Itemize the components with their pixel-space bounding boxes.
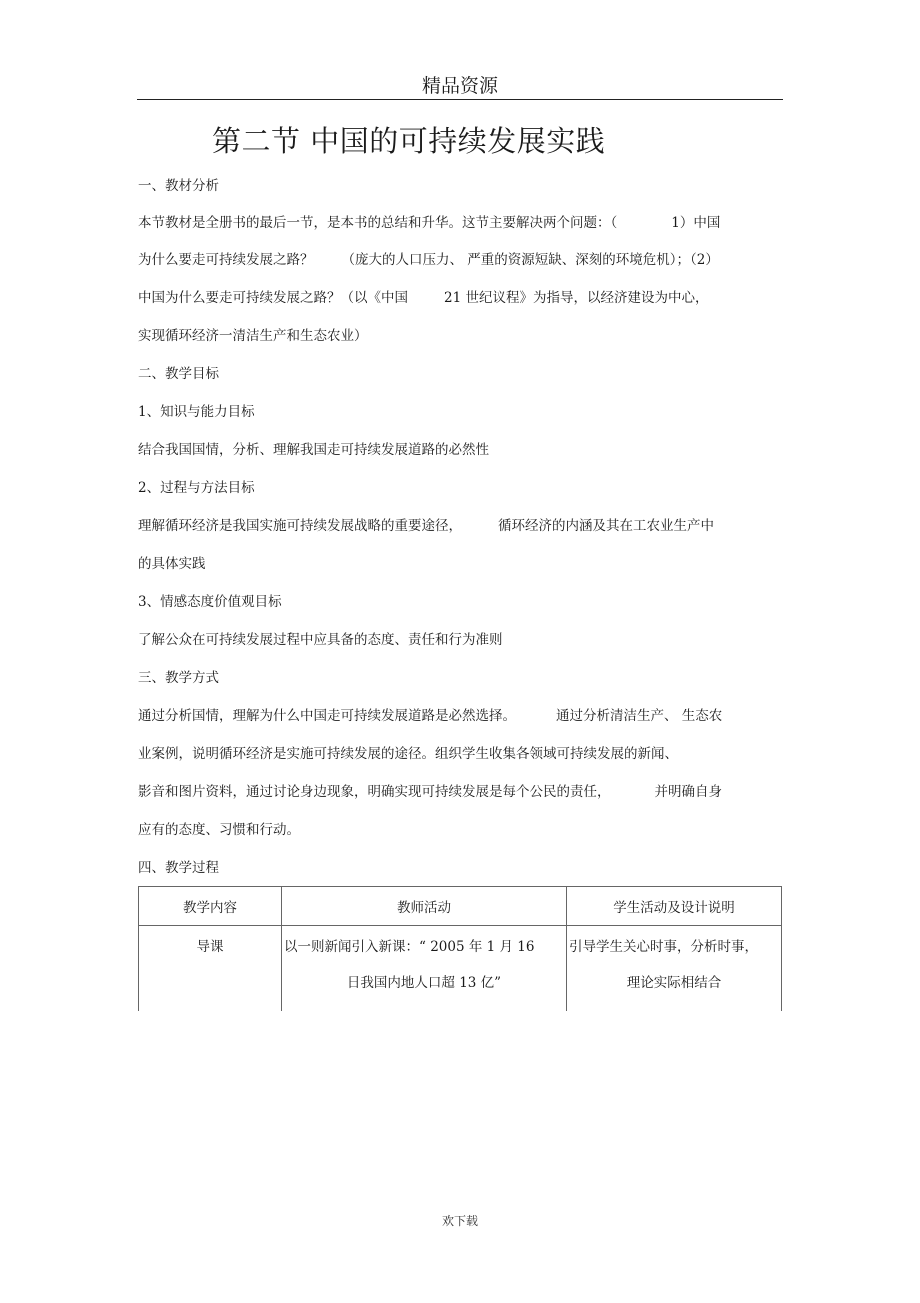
table-cell-student	[567, 926, 782, 1012]
cell-text: 以一则新闻引入新课：“ 2005 年 1 月 16	[284, 939, 535, 955]
text-span: 1）中国	[671, 215, 721, 231]
table-cell-teacher	[282, 926, 567, 1012]
table-header-row	[139, 887, 782, 926]
subsection-heading: 2、过程与方法目标	[138, 480, 255, 496]
cell-text: 日我国内地人口超 13 亿”	[346, 975, 502, 991]
paragraph-line	[138, 214, 720, 232]
subsection-heading: 1、知识与能力目标	[138, 404, 255, 420]
paragraph-line: 业案例，说明循环经济是实施可持续发展的途径。组织学生收集各领域可持续发展的新闻、	[138, 746, 678, 762]
text-span: 为什么要走可持续发展之路？	[138, 252, 314, 268]
paragraph-line: 应有的态度、习惯和行动。	[138, 822, 300, 838]
paragraph-line: 结合我国国情，分析、理解我国走可持续发展道路的必然性	[138, 442, 489, 458]
paragraph-line: 实现循环经济一清洁生产和生态农业）	[138, 328, 368, 344]
text-span: 中国为什么要走可持续发展之路？（以《中国	[138, 290, 408, 306]
table-header-cell: 学生活动及设计说明	[567, 887, 782, 926]
text-span: 循环经济的内涵及其在工农业生产中	[498, 518, 714, 534]
paragraph-line: 的具体实践	[138, 556, 206, 572]
paragraph-line	[138, 251, 719, 269]
text-span: 通过分析清洁生产、 生态农	[556, 708, 723, 724]
section-heading-2: 二、教学目标	[138, 366, 219, 382]
text-span: 理解循环经济是我国实施可持续发展战略的重要途径，	[138, 518, 462, 534]
paragraph-line	[138, 783, 722, 801]
text-span: 本节教材是全册书的最后一节，是本书的总结和升华。这节主要解决两个问题：（	[138, 215, 618, 231]
table-header-cell: 教学内容	[139, 887, 282, 926]
table-cell-content	[139, 926, 282, 1012]
page-footer: 欢下载	[441, 1214, 478, 1228]
cell-text: 导课	[196, 939, 224, 955]
header-divider	[137, 99, 783, 100]
table-header-cell: 教师活动	[282, 887, 567, 926]
subsection-heading: 3、情感态度价值观目标	[138, 594, 282, 610]
paragraph-line: 了解公众在可持续发展过程中应具备的态度、责任和行为准则	[138, 632, 503, 648]
paragraph-line	[138, 707, 722, 725]
document-title: 第二节 中国的可持续发展实践	[212, 124, 606, 158]
section-heading-3: 三、教学方式	[138, 670, 219, 686]
cell-text: 引导学生关心时事，分析时事，	[569, 939, 758, 955]
section-heading-1: 一、教材分析	[138, 178, 219, 194]
paragraph-line	[138, 289, 708, 307]
cell-text: 理论实际相结合	[626, 975, 722, 991]
table-row	[139, 926, 782, 1012]
paragraph-line	[138, 517, 714, 535]
text-span: 通过分析国情，理解为什么中国走可持续发展道路是必然选择。	[138, 708, 516, 724]
text-span: 21 世纪议程》为指导，以经济建设为中心，	[444, 290, 709, 306]
teaching-process-table	[138, 886, 782, 1011]
page-header-title: 精品资源	[421, 75, 498, 97]
text-span: 并明确自身	[654, 784, 722, 800]
text-span: 影音和图片资料，通过讨论身边现象，明确实现可持续发展是每个公民的责任，	[138, 784, 611, 800]
section-heading-4: 四、教学过程	[138, 860, 219, 876]
text-span: （庞大的人口压力、 严重的资源短缺、深刻的环境危机）；（2）	[341, 252, 719, 268]
